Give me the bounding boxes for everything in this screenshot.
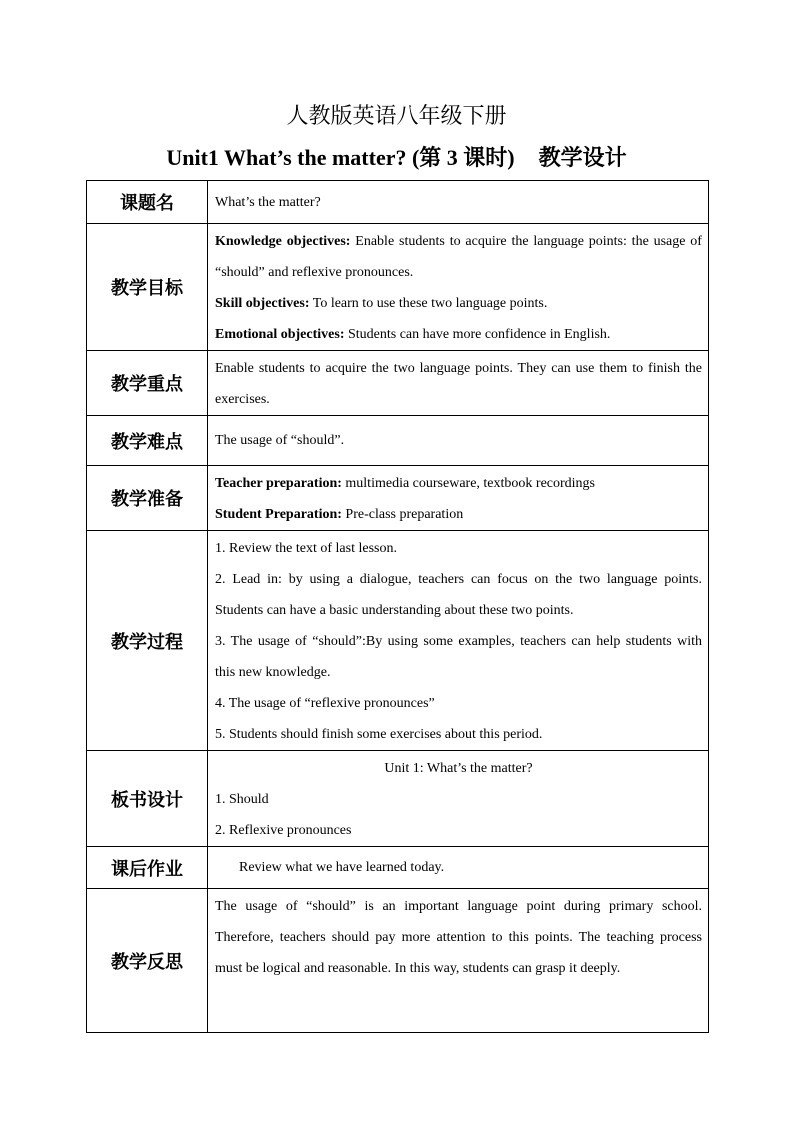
row-label-board: 板书设计: [87, 751, 208, 847]
key-points-text: Enable students to acquire the two language points. They can use them to finish the exercises.: [208, 351, 709, 416]
row-label-preparation: 教学准备: [87, 466, 208, 531]
teacher-prep-label: Teacher preparation:: [215, 476, 342, 491]
row-reflection: [87, 889, 709, 1033]
subtitle-design: 教学设计: [538, 146, 627, 171]
topic-text: What’s the matter?: [208, 181, 709, 224]
emotional-text: Students can have more confidence in English.: [344, 327, 611, 342]
teacher-prep-text: multimedia courseware, textbook recordings: [341, 476, 595, 491]
homework-cell: [208, 847, 709, 889]
row-topic: [87, 181, 709, 224]
knowledge-objectives: [215, 226, 702, 288]
skill-label: Skill objectives:: [215, 296, 310, 311]
document-title: 人教版英语八年级下册: [286, 104, 507, 129]
objectives-cell: [208, 224, 709, 351]
row-board: [87, 751, 709, 847]
row-label-objectives: 教学目标: [87, 224, 208, 351]
row-label-process: 教学过程: [87, 531, 208, 751]
row-key-points: [87, 351, 709, 416]
student-prep-text: Pre-class preparation: [341, 507, 464, 522]
row-label-key-points: 教学重点: [87, 351, 208, 416]
row-label-topic: 课题名: [87, 181, 208, 224]
board-item: 2. Reflexive pronounces: [215, 823, 352, 838]
knowledge-label: Knowledge objectives:: [215, 234, 351, 249]
row-homework: [87, 847, 709, 889]
board-cell: [208, 751, 709, 847]
teacher-preparation: [215, 468, 702, 499]
student-prep-label: Student Preparation:: [215, 507, 342, 522]
process-step: 2. Lead in: by using a dialogue, teachers can focus on the two language points. Students can have a basic understanding about these two points.: [215, 572, 702, 618]
row-difficulties: [87, 416, 709, 466]
board-item: 1. Should: [215, 792, 269, 807]
board-heading: Unit 1: What’s the matter?: [384, 761, 533, 776]
lesson-plan-table: [86, 180, 709, 1033]
row-preparation: [87, 466, 709, 531]
reflection-text: The usage of “should” is an important language point during primary school. Therefore, teachers should pay more attention to this points. The teaching process must be logical and reasonable. In this way, students can grasp it deeply.: [208, 889, 709, 1033]
document-subtitle: [0, 144, 793, 173]
row-label-difficulties: 教学难点: [87, 416, 208, 466]
homework-text: Review what we have learned today.: [239, 860, 445, 875]
preparation-cell: [208, 466, 709, 531]
row-label-homework: 课后作业: [87, 847, 208, 889]
subtitle-unit: Unit1 What’s the matter? (第 3 课时): [166, 145, 515, 170]
emotional-objectives: [215, 319, 702, 350]
student-preparation: [215, 499, 702, 530]
process-step: 4. The usage of “reflexive pronounces”: [215, 696, 435, 711]
process-step: 1. Review the text of last lesson.: [215, 541, 397, 556]
emotional-label: Emotional objectives:: [215, 327, 345, 342]
row-label-reflection: 教学反思: [87, 889, 208, 1033]
difficulties-text: The usage of “should”.: [208, 416, 709, 466]
skill-objectives: [215, 288, 702, 319]
skill-text: To learn to use these two language points.: [309, 296, 548, 311]
process-cell: [208, 531, 709, 751]
knowledge-text: Enable students to acquire the language points: the usage of “should” and reflexive pronounces.: [215, 234, 702, 280]
process-step: 5. Students should finish some exercises about this period.: [215, 727, 543, 742]
row-process: [87, 531, 709, 751]
process-step: 3. The usage of “should”:By using some examples, teachers can help students with this new knowledge.: [215, 634, 702, 680]
row-objectives: [87, 224, 709, 351]
